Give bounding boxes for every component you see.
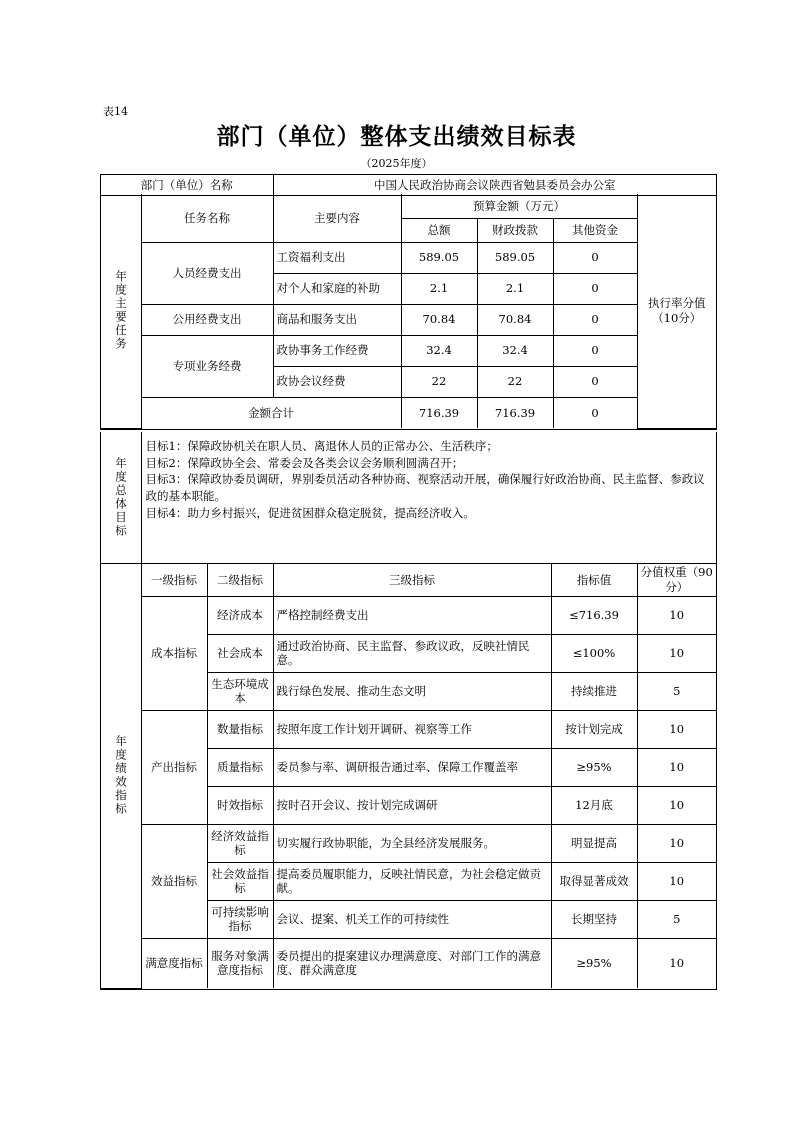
task-total: 2.1 (401, 273, 477, 304)
header-main-content: 主要内容 (273, 194, 401, 242)
goals-section-label: 年度总体目标 (101, 432, 141, 563)
task-other: 0 (553, 242, 637, 273)
weight-cell: 10 (637, 938, 716, 988)
header-level1: 一级指标 (141, 564, 207, 596)
level2-cell: 经济成本 (207, 596, 273, 634)
task-total: 32.4 (401, 335, 477, 366)
task-total: 22 (401, 366, 477, 397)
header-task-name: 任务名称 (141, 194, 273, 242)
level3-cell: 委员提出的提案建议办理满意度、对部门工作的满意度、群众满意度 (273, 938, 551, 988)
value-cell: ≥95% (551, 938, 637, 988)
task-other: 0 (553, 304, 637, 335)
level2-cell: 时效指标 (207, 786, 273, 824)
fiscal-year: （2025年度） (360, 157, 433, 170)
header-execution-rate: 执行率分值（10分） (637, 194, 716, 428)
sum-total: 716.39 (401, 397, 477, 428)
sum-other: 0 (553, 397, 637, 428)
value-cell: 取得显著成效 (551, 862, 637, 900)
level2-cell: 生态环境成本 (207, 672, 273, 710)
indicators-section-label: 年度绩效指标 (101, 564, 141, 988)
task-content: 政协事务工作经费 (273, 335, 401, 366)
task-total: 70.84 (401, 304, 477, 335)
task-total: 589.05 (401, 242, 477, 273)
value-cell: 持续推进 (551, 672, 637, 710)
value-cell: ≤716.39 (551, 596, 637, 634)
tasks-table (100, 194, 717, 430)
level2-cell: 数量指标 (207, 710, 273, 748)
value-cell: 12月底 (551, 786, 637, 824)
goals-table (100, 432, 717, 564)
goal-3: 目标3：保障政协委员调研，界别委员活动各种协商、视察活动开展，确保履行好政治协商、民主监督、参政议政的基本职能。 (145, 472, 705, 504)
level2-cell: 社会效益指标 (207, 862, 273, 900)
level3-cell: 委员参与率、调研报告通过率、保障工作覆盖率 (273, 748, 551, 786)
level3-cell: 按照年度工作计划开调研、视察等工作 (273, 710, 551, 748)
value-cell: ≤100% (551, 634, 637, 672)
level3-cell: 按时召开会议、按计划完成调研 (273, 786, 551, 824)
task-content: 对个人和家庭的补助 (273, 273, 401, 304)
goal-4: 目标4：助力乡村振兴，促进贫困群众稳定脱贫，提高经济收入。 (145, 505, 475, 520)
header-value: 指标值 (551, 564, 637, 596)
dept-name-label: 部门（单位）名称 (101, 175, 273, 195)
header-weight: 分值权重（90分） (637, 564, 716, 596)
weight-cell: 5 (637, 900, 716, 938)
level1-cost: 成本指标 (141, 596, 207, 710)
weight-cell: 10 (637, 710, 716, 748)
task-content: 商品和服务支出 (273, 304, 401, 335)
dept-name-row (100, 174, 717, 196)
weight-cell: 10 (637, 824, 716, 862)
value-cell: 明显提高 (551, 824, 637, 862)
header-other: 其他资金 (553, 218, 637, 242)
task-fiscal: 70.84 (477, 304, 553, 335)
weight-cell: 10 (637, 748, 716, 786)
weight-cell: 10 (637, 596, 716, 634)
level3-cell: 践行绿色发展、推动生态文明 (273, 672, 551, 710)
page-title: 部门（单位）整体支出绩效目标表 (216, 124, 577, 150)
task-fiscal: 22 (477, 366, 553, 397)
task-content: 政协会议经费 (273, 366, 401, 397)
task-other: 0 (553, 335, 637, 366)
task-group-name: 人员经费支出 (141, 242, 273, 304)
goal-1: 目标1：保障政协机关在职人员、离退休人员的正常办公、生活秩序； (145, 439, 498, 453)
level3-cell: 提高委员履职能力，反映社情民意，为社会稳定做贡献。 (273, 862, 551, 900)
task-fiscal: 2.1 (477, 273, 553, 304)
task-group-name: 公用经费支出 (141, 304, 273, 335)
level3-cell: 切实履行政协职能，为全县经济发展服务。 (273, 824, 551, 862)
task-other: 0 (553, 366, 637, 397)
value-cell: 长期坚持 (551, 900, 637, 938)
header-budget: 预算金额（万元） (401, 194, 637, 218)
level1-output: 产出指标 (141, 710, 207, 824)
level3-cell: 会议、提案、机关工作的可持续性 (273, 900, 551, 938)
level3-cell: 通过政治协商、民主监督、参政议政，反映社情民意。 (273, 634, 551, 672)
level2-cell: 服务对象满意度指标 (207, 938, 273, 988)
weight-cell: 10 (637, 634, 716, 672)
goals-text (141, 432, 716, 563)
dept-name-value: 中国人民政治协商会议陕西省勉县委员会办公室 (273, 175, 716, 195)
sum-fiscal: 716.39 (477, 397, 553, 428)
level1-benefit: 效益指标 (141, 824, 207, 938)
task-other: 0 (553, 273, 637, 304)
level3-cell: 严格控制经费支出 (273, 596, 551, 634)
header-total: 总额 (401, 218, 477, 242)
task-fiscal: 32.4 (477, 335, 553, 366)
goal-2: 目标2：保障政协全会、常委会及各类会议会务顺利圆满召开； (145, 455, 464, 470)
weight-cell: 10 (637, 862, 716, 900)
level2-cell: 经济效益指标 (207, 824, 273, 862)
tasks-section-label: 年度主要任务 (101, 194, 141, 428)
weight-cell: 5 (637, 672, 716, 710)
task-group-name: 专项业务经费 (141, 335, 273, 397)
value-cell: ≥95% (551, 748, 637, 786)
header-level2: 二级指标 (207, 564, 273, 596)
task-content: 工资福利支出 (273, 242, 401, 273)
weight-cell: 10 (637, 786, 716, 824)
level2-cell: 质量指标 (207, 748, 273, 786)
level1-satisfaction: 满意度指标 (141, 938, 207, 988)
indicators-table (100, 564, 717, 990)
level2-cell: 社会成本 (207, 634, 273, 672)
value-cell: 按计划完成 (551, 710, 637, 748)
header-fiscal: 财政拨款 (477, 218, 553, 242)
sum-label: 金额合计 (141, 397, 401, 428)
task-fiscal: 589.05 (477, 242, 553, 273)
header-level3: 三级指标 (273, 564, 551, 596)
table-number: 表14 (103, 105, 128, 118)
level2-cell: 可持续影响指标 (207, 900, 273, 938)
